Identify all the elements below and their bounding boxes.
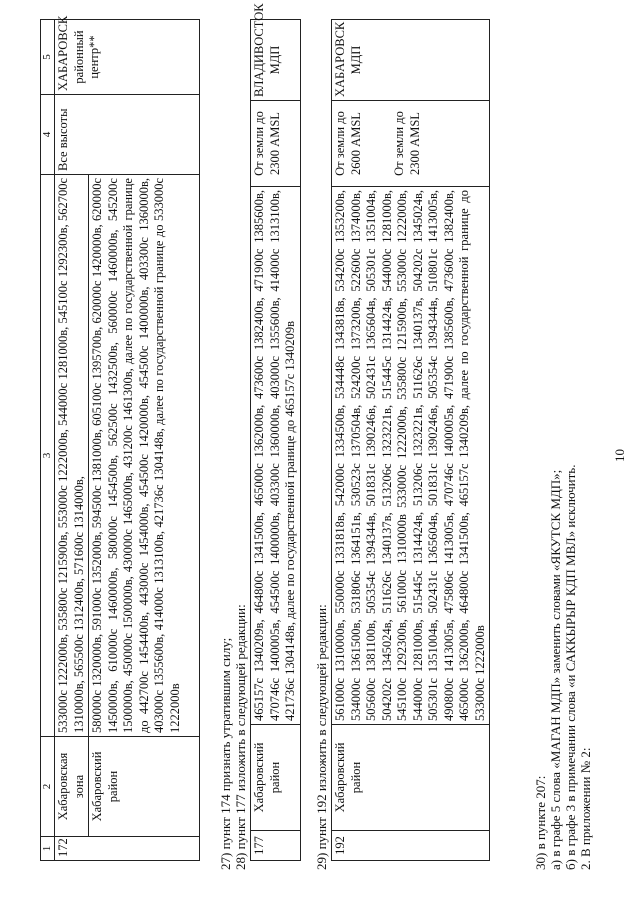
zone-coordinates: 533000с 1222000в, 535800с 1215900в, 553000с 1222000в, 544000с 1281000в, 545100с 1292300в, 562700с 1310000в, 565500с 1312400в, 571600с 1314000в, [56, 178, 86, 733]
paragraph-27: 27) пункт 174 признать утратившим силу; [218, 637, 233, 870]
col-2-header: 2 [41, 737, 55, 837]
coordinates-cell [332, 187, 490, 725]
page-number: 10 [612, 449, 627, 462]
height-cell: От земли до 2300 AMSL [251, 101, 301, 187]
paragraph-30: 30) в пункте 207: [533, 775, 548, 870]
col-1-header: 1 [41, 837, 55, 861]
col-4-header: 4 [41, 95, 55, 175]
zone-cell [55, 737, 200, 837]
coordinates-part-a: 561000с 1310000в, 550000с 1331818в, 542000с 1334500в, 534448с 1343818в, 534200с 1353200в, 534000с 1361500в, 531806с 1364151в, 530523с 1370504в, 524200с 1373200в, 522600с 1374000в, 505600с 1381100в, 505354с 1394344в, 501831с 1390246в, 502431с 1365604в, 505301с 1351004в, 504202с 1345024в, 511626с 1340137в, 513206с 1323221в, 515445с 1314424в, 544000с 1281000в, 545100с 1292300в, 561000с 1310000в [333, 190, 409, 721]
paragraph-28: 28) пункт 177 изложить в следующей редакции: [233, 604, 248, 870]
unit-cell: ВЛАДИВОСТОК МДП [251, 20, 301, 101]
table-row [251, 20, 301, 861]
row-number: 172 [55, 837, 200, 861]
paragraph-30b: б) в графе 3 в примечании слова «и САККЫРЫР КДП МВЛ» исключить. [563, 464, 578, 870]
coordinates-cell [55, 175, 200, 737]
height-a: От земли до 2600 AMSL [333, 111, 363, 176]
paragraph-30a: а) в графе 5 слова «МАГАН МДП» заменить словами «ЯКУТСК МДП»; [548, 469, 563, 870]
zone-name: Хабаровская зона [56, 752, 86, 821]
unit-cell: ХАБАРОВСК районный центр** [55, 20, 200, 95]
coordinates-part-b: 533000с 1222000в, 535800с 1215900в, 553000с 1222000в, 544000с 1281000в, 515445с 1314424в, 513206с 1323221в, 511626с 1340137в, 504202с 1345024в, 505301с 1351004в, 502431с 1365604в, 501831с 1390246в, 505354с 1394344в, 510801с 1413005в, 490800с 1413005в, 475806с 1413005в, 470746с 1400005в, 471900с 1385600в, 473600с 1382400в, 465000с 1362000в, 464800с 1341500в, 465157с 1340209в, далее по государственной границе до 533000с 1222000в [395, 190, 487, 721]
paragraph-2: 2. В приложении № 2: [578, 747, 593, 870]
row-number: 192 [332, 831, 490, 861]
subzone-coordinates: 580000с 1320000в, 591000с 1352000в, 594500с 1381000в, 605100с 1395700в, 620000с 1420000в, 620000с 1450000в, 610000с 1460000в, 580000с 1454500в, 562500с 1432500в, 560000с 1460000в, 545200с 1500000в, 450000с 1500000в, 430000с 1465000в, 431200с 1461300в, далее по государственной границе до 442700с 1454400в, 443000с 1454000в, 454500с 1420000в, 454500с 1400000в, 403300с 1360000в, 403000с 1355600в, 414000с 1313100в, 421736с 1304148в, далее по государственной границе до 533000с 1222000в [88, 175, 184, 736]
coordinates-cell: 465157с 1340209в, 464800с 1341500в, 465000с 1362000в, 473600с 1382400в, 471900с 1385600в, 470746с 1400005в, 454500с 1400000в, 403300с 1360000в, 403000с 1355600в, 414000с 1313100в, 421736с 1304148в, далее по государственной границе до 465157с 1340209в [251, 187, 301, 725]
table-row-172-block [40, 15, 200, 861]
height-b: От земли до 2300 AMSL [392, 111, 422, 176]
subzone-name: Хабаровский район [88, 737, 199, 836]
col-3-header: 3 [41, 175, 55, 737]
paragraph-29: 29) пункт 192 изложить в следующей редакции: [314, 604, 329, 870]
table-row [55, 20, 200, 861]
height-cell: Все высоты [55, 95, 200, 175]
table-row [332, 20, 490, 861]
col-5-header: 5 [41, 20, 55, 95]
height-spacer [364, 104, 392, 183]
unit-cell: ХАБАРОВСК МДП [332, 20, 490, 101]
table-row-177-block [250, 3, 301, 861]
row-number: 177 [251, 831, 301, 861]
table-header-row [41, 20, 55, 861]
area-name: Хабаровский район [251, 725, 301, 831]
table-row-192-block [331, 19, 490, 861]
area-name: Хабаровский район [332, 725, 490, 831]
height-cell [332, 101, 490, 187]
